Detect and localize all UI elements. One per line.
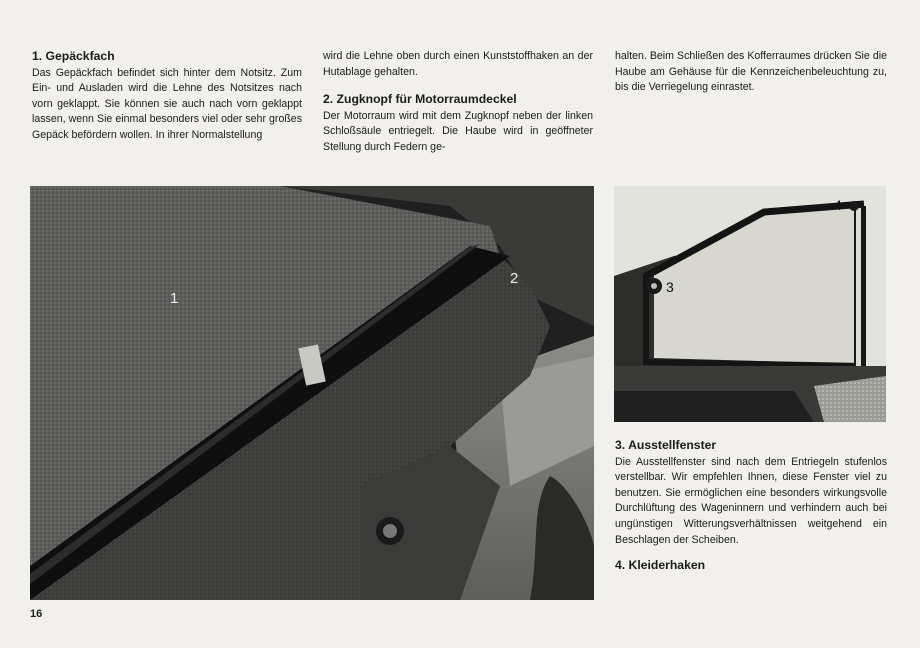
section-1-text: Das Gepäckfach befindet sich hinter dem Notsitz. Zum Ein- und Ausladen wird die Lehne des Notsitzes nach vorn geklappt. Sie können sie auch nach vorn geklappt lassen, wenn Sie einmal besonders viel oder sehr großes Gepäck befördern wollen. In ihrer Normalstellung xyxy=(32,66,302,141)
text-column-right xyxy=(615,49,887,96)
section-1-heading: 1. Gepäckfach xyxy=(32,49,115,63)
vent-window-photo xyxy=(614,186,886,422)
luggage-compartment-photo xyxy=(30,186,594,600)
section-3-text: Die Ausstellfenster sind nach dem Entriegeln stufenlos verstellbar. Wir empfehlen Ihnen, diese Fenster viel zu benutzen. Sie ermöglichen eine besonders wirkungsvolle Durchlüftung des Wageninnern und verhindern auch bei ungünstigen Witterungsverhältnissen weitgehend ein Beschlagen der Scheiben. xyxy=(615,455,887,546)
section-2-heading: 2. Zugknopf für Motorraumdeckel xyxy=(323,92,517,107)
section-1-text-continued: wird die Lehne oben durch einen Kunststoffhaken an der Hutablage gehalten. xyxy=(323,50,593,78)
photo-callout-1: 1 xyxy=(170,290,179,307)
section-3-heading: 3. Ausstellfenster xyxy=(615,438,717,452)
photo-callout-4: 4 xyxy=(834,197,842,213)
page-number: 16 xyxy=(30,608,43,620)
text-column-left xyxy=(32,49,302,144)
text-column-right-lower xyxy=(615,438,887,575)
section-4-heading: 4. Kleiderhaken xyxy=(615,558,706,573)
section-2-text: Der Motorraum wird mit dem Zugknopf neben der linken Schloßsäule entriegelt. Die Haube wird in geöffneter Stellung durch Federn ge- xyxy=(323,109,593,153)
section-2-text-continued: halten. Beim Schließen des Kofferraumes drücken Sie die Haube am Gehäuse für die Kennzeichenbeleuchtung zu, bis die Verriegelung einrastet. xyxy=(615,50,887,94)
text-column-middle xyxy=(323,49,593,156)
photo-callout-3: 3 xyxy=(666,279,674,295)
photo-callout-2: 2 xyxy=(510,270,519,287)
